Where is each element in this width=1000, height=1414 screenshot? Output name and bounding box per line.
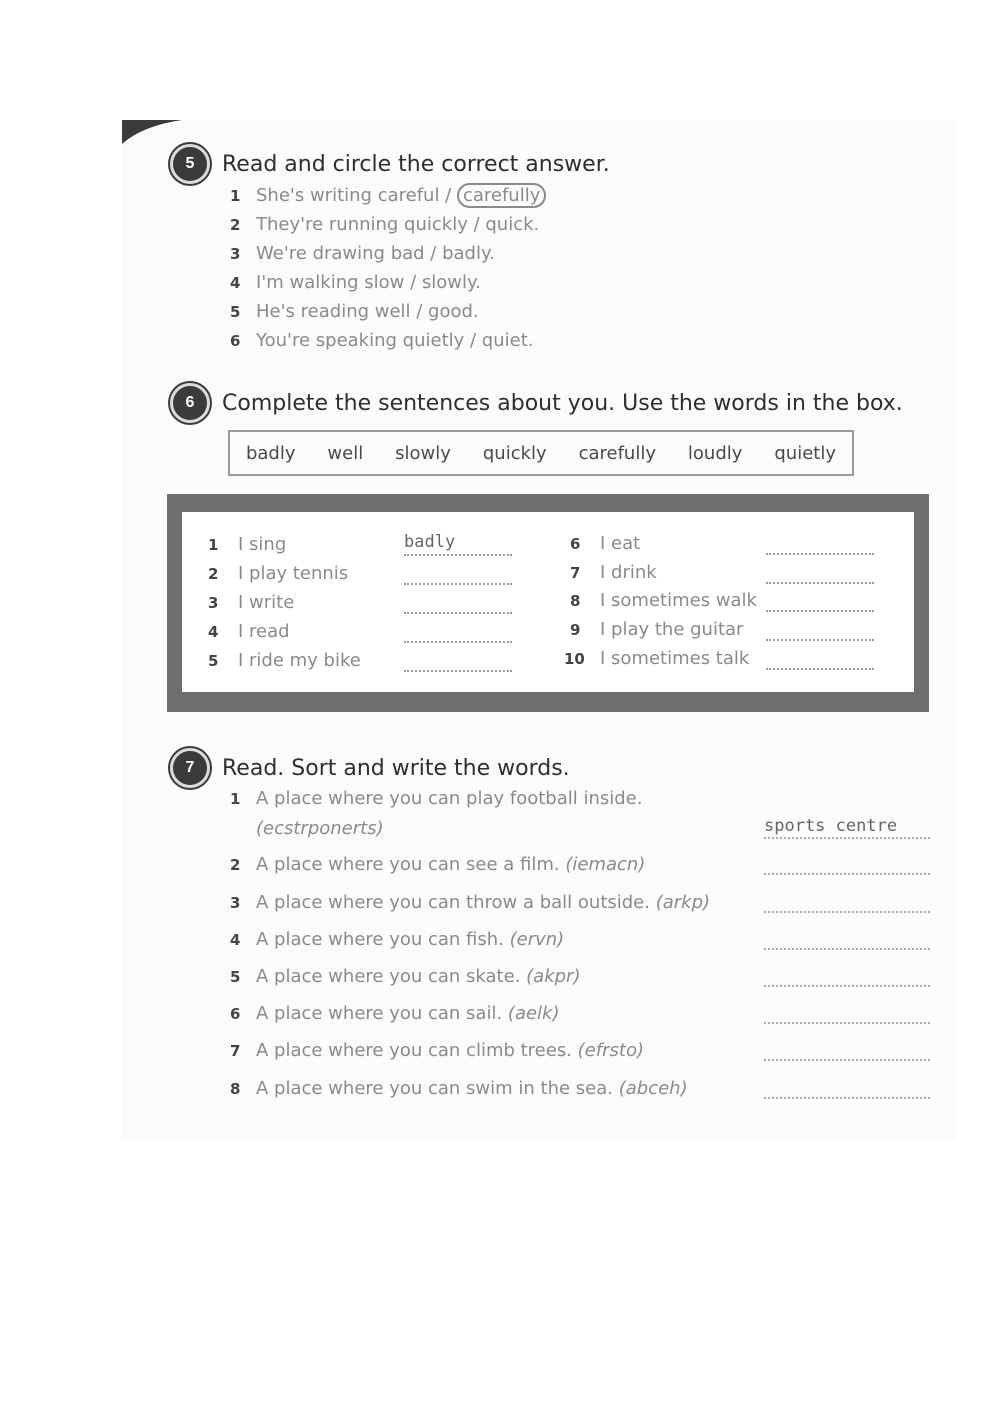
item-text: They're running quickly / quick. (256, 214, 540, 235)
answer-blank[interactable] (404, 650, 512, 672)
answer-line[interactable] (764, 836, 930, 839)
ex5-item-1 (230, 185, 546, 206)
answer-text: badly (404, 532, 456, 552)
answer-blank[interactable] (766, 562, 874, 584)
ex6-right-9 (570, 619, 743, 640)
item-text: A place where you can play football inside. (256, 788, 643, 809)
item-text: I read (238, 621, 290, 642)
exercise-5-title: Read and circle the correct answer. (222, 151, 610, 177)
box-word: loudly (687, 442, 743, 464)
ex6-left-4 (208, 621, 290, 642)
ex6-right-6 (570, 533, 640, 554)
answer-blank[interactable] (766, 648, 874, 670)
item-number: 10 (564, 650, 585, 668)
item-text: A place where you can fish. (256, 929, 504, 950)
item-number: 3 (230, 894, 241, 912)
ex6-left-3 (208, 592, 294, 613)
item-text: A place where you can skate. (256, 966, 521, 987)
item-text: You're speaking quietly / quiet. (256, 330, 534, 351)
answer-blank[interactable] (766, 590, 874, 612)
item-number: 1 (230, 790, 241, 808)
word-box (228, 430, 854, 476)
answer-blank[interactable] (404, 563, 512, 585)
item-clue: (aelk) (507, 1003, 560, 1024)
item-number: 6 (230, 1005, 241, 1023)
item-number: 9 (570, 621, 581, 639)
item-text: I play the guitar (600, 619, 744, 640)
ex5-item-2 (230, 214, 539, 235)
item-number: 5 (208, 652, 219, 670)
exercise-6-header (170, 383, 903, 423)
item-number: 8 (230, 1080, 241, 1098)
item-text: I sometimes talk (600, 648, 750, 669)
item-number: 2 (208, 565, 219, 583)
answer-blank[interactable] (404, 592, 512, 614)
item-text: A place where you can see a film. (256, 854, 560, 875)
item-number: 6 (570, 535, 581, 553)
item-text: We're drawing bad / badly. (256, 243, 495, 264)
item-number: 2 (230, 856, 241, 874)
exercise-5-badge: 5 (170, 144, 210, 184)
box-word: quietly (774, 442, 836, 464)
exercise-7-title: Read. Sort and write the words. (222, 755, 570, 781)
item-clue: (ervn) (509, 929, 565, 950)
box-word: well (327, 442, 364, 464)
ex7-item-2 (230, 854, 645, 875)
item-text: A place where you can swim in the sea. (256, 1078, 613, 1099)
item-number: 1 (208, 536, 219, 554)
item-number: 7 (570, 564, 581, 582)
exercise-5-header (170, 144, 610, 184)
item-number: 4 (230, 931, 241, 949)
answer-line[interactable] (764, 1058, 930, 1061)
item-number: 5 (230, 303, 241, 321)
item-text: A place where you can climb trees. (256, 1040, 572, 1061)
exercise-7-header (170, 748, 570, 788)
ex7-item-1-clue: (ecstrponerts) (256, 818, 384, 839)
ex5-item-4 (230, 272, 481, 293)
item-clue: (abceh) (618, 1078, 688, 1099)
box-word: slowly (395, 442, 451, 464)
ex7-item-5 (230, 966, 580, 987)
circled-answer: carefully (457, 183, 546, 208)
ex6-left-5 (208, 650, 361, 671)
box-word: badly (245, 442, 296, 464)
item-number: 4 (208, 623, 219, 641)
item-text: He's reading well / good. (256, 301, 479, 322)
ex6-left-1 (208, 534, 286, 555)
ex7-item-3 (230, 892, 710, 913)
answer-line[interactable] (764, 1021, 930, 1024)
item-number: 3 (208, 594, 219, 612)
item-number: 1 (230, 187, 241, 205)
ex5-item-5 (230, 301, 479, 322)
ex6-right-10 (564, 648, 749, 669)
item-number: 6 (230, 332, 241, 350)
ex7-item-1 (230, 788, 642, 809)
ex7-item-8 (230, 1078, 688, 1099)
answer-line[interactable] (764, 1096, 930, 1099)
item-number: 5 (230, 968, 241, 986)
ex6-right-8 (570, 590, 757, 611)
item-number: 8 (570, 592, 581, 610)
item-number: 2 (230, 216, 241, 234)
ex6-left-2 (208, 563, 348, 584)
item-number: 3 (230, 245, 241, 263)
item-clue: (iemacn) (565, 854, 646, 875)
answer-line[interactable] (764, 984, 930, 987)
item-text: I eat (600, 533, 641, 554)
item-text: I sometimes walk (600, 590, 757, 611)
ex6-right-7 (570, 562, 657, 583)
answer-line[interactable] (764, 947, 930, 950)
answer-blank[interactable] (766, 533, 874, 555)
exercise-7-badge: 7 (170, 748, 210, 788)
page-corner-decoration (122, 120, 182, 144)
item-clue: (efrsto) (577, 1040, 644, 1061)
item-number: 4 (230, 274, 241, 292)
box-word: carefully (578, 442, 656, 464)
item-text: I drink (600, 562, 657, 583)
ex5-item-6 (230, 330, 533, 351)
item-clue: (akpr) (526, 966, 581, 987)
item-text: I write (238, 592, 295, 613)
item-clue: (arkp) (655, 892, 711, 913)
answer-blank[interactable] (404, 621, 512, 643)
answer-blank[interactable] (766, 619, 874, 641)
item-text: I'm walking slow / slowly. (256, 272, 481, 293)
item-text: A place where you can sail. (256, 1003, 503, 1024)
answer-text: sports centre (764, 816, 898, 836)
item-text: I ride my bike (238, 650, 361, 671)
exercise-6-badge: 6 (170, 383, 210, 423)
box-word: quickly (482, 442, 547, 464)
item-text: A place where you can throw a ball outside. (256, 892, 650, 913)
exercise-6-title: Complete the sentences about you. Use the words in the box. (222, 390, 903, 416)
ex7-item-6 (230, 1003, 560, 1024)
item-text: I sing (238, 534, 287, 555)
item-text: I play tennis (238, 563, 349, 584)
ex7-item-4 (230, 929, 564, 950)
answer-line[interactable] (764, 910, 930, 913)
ex5-item-3 (230, 243, 495, 264)
answer-line[interactable] (764, 872, 930, 875)
item-number: 7 (230, 1042, 241, 1060)
ex7-item-7 (230, 1040, 644, 1061)
item-text: She's writing careful / (256, 185, 457, 206)
